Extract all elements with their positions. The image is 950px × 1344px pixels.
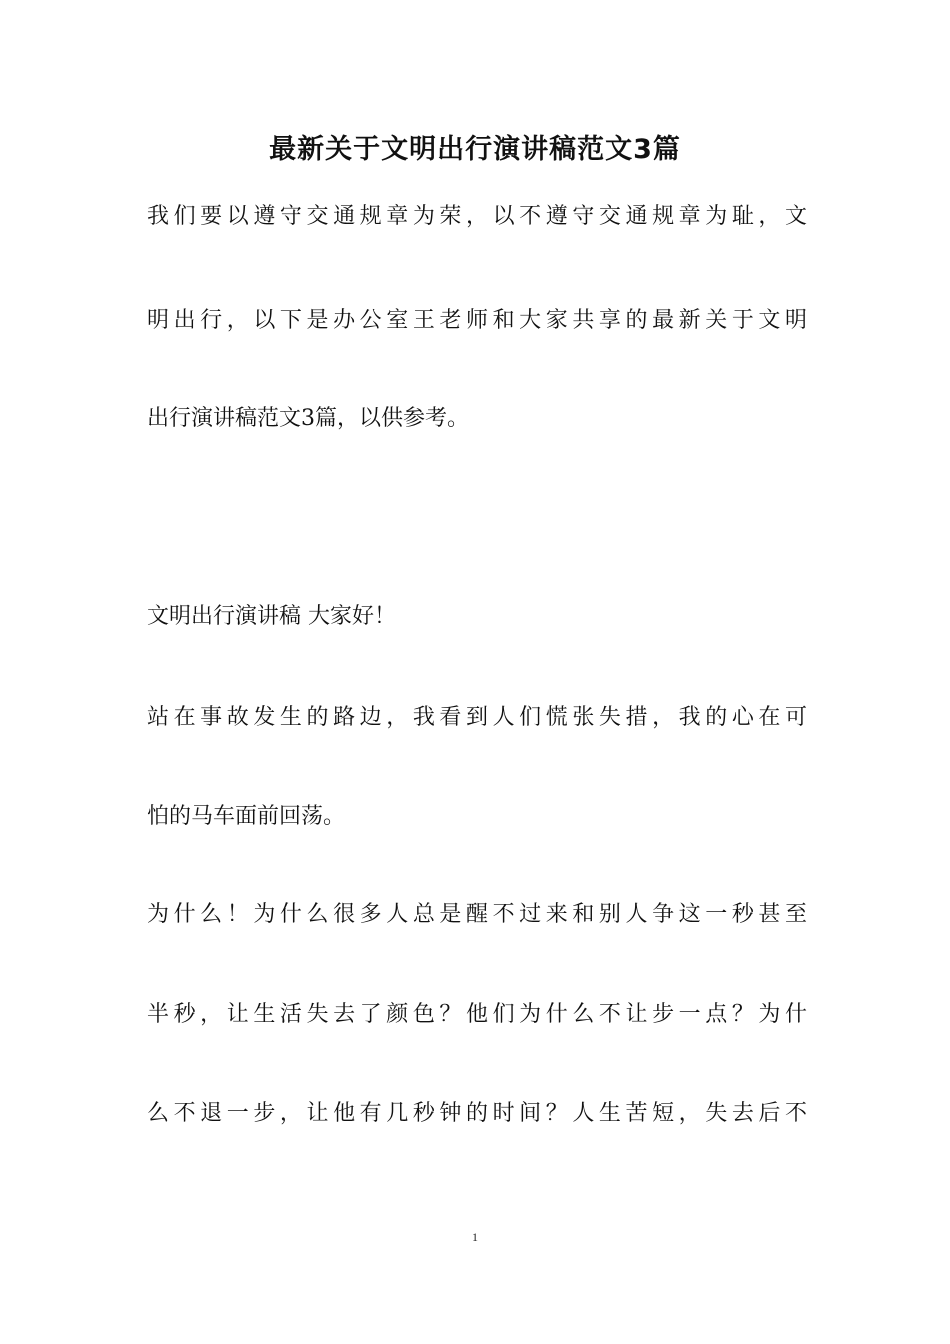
paragraph-line: 为什么！为什么很多人总是醒不过来和别人争这一秒甚至: [147, 902, 807, 927]
speech-heading-line: 文明出行演讲稿 大家好！: [147, 604, 396, 629]
intro-line-3: 出行演讲稿范文3篇，以供参考。: [147, 406, 469, 431]
paragraph-line: 怕的马车面前回荡。: [147, 804, 346, 829]
paragraph-line: 么不退一步，让他有几秒钟的时间？人生苦短，失去后不: [147, 1101, 807, 1126]
paragraph-line: 站在事故发生的路边，我看到人们慌张失措，我的心在可: [147, 705, 807, 730]
paragraph-line: 半秒，让生活失去了颜色？他们为什么不让步一点？为什: [147, 1002, 807, 1027]
document-title: 最新关于文明出行演讲稿范文3篇: [269, 134, 681, 165]
intro-line-1: 我们要以遵守交通规章为荣，以不遵守交通规章为耻，文: [147, 204, 807, 229]
page-number: 1: [472, 1230, 478, 1244]
intro-line-2: 明出行，以下是办公室王老师和大家共享的最新关于文明: [147, 308, 807, 333]
